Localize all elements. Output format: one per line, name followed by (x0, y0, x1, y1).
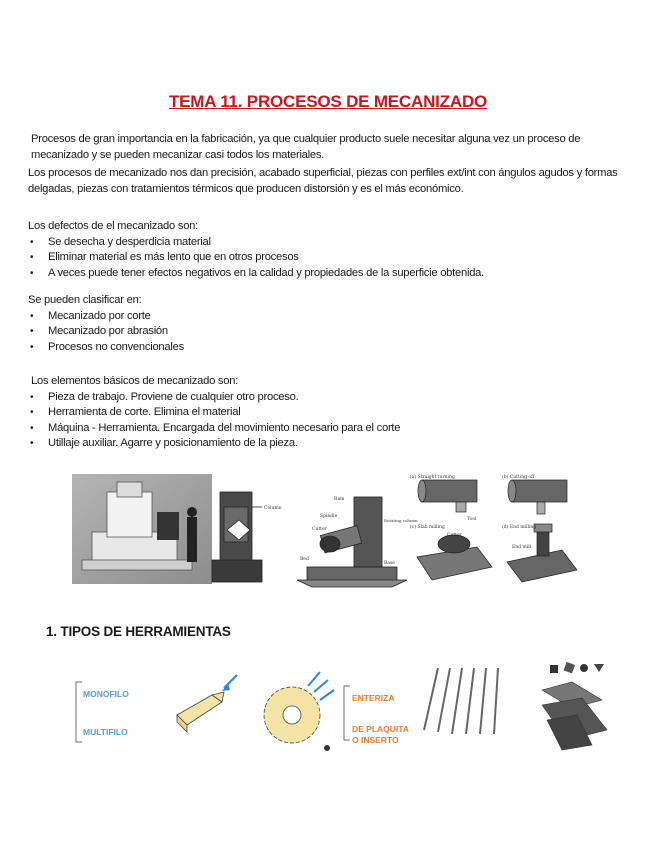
horizontal-mill-sketch (297, 497, 407, 587)
section-heading-tool-types: 1. TIPOS DE HERRAMIENTAS (46, 624, 231, 639)
elements-heading: Los elementos básicos de mecanizado son: (31, 375, 239, 387)
knee-mill-sketch (212, 492, 262, 582)
operation-straight-turning (418, 480, 477, 512)
label-tool: Tool (467, 517, 477, 522)
list-item: • Procesos no convencionales (28, 340, 628, 356)
intro-text-2: Los procesos de mecanizado nos dan precisión, acabado superficial, piezas con perfiles ext/int con ángulos agudos y formas delgadas, piezas con tratamientos térmicos que producen distorsión y es el más económico. (28, 167, 618, 195)
operation-slab-milling (417, 535, 492, 580)
label-slab-milling: (c) Slab milling (410, 525, 445, 530)
label-o-inserto: O INSERTO (352, 735, 399, 745)
tool-types-figure (72, 660, 612, 760)
label-column: Column (264, 506, 282, 511)
intro-paragraph-2 (28, 166, 628, 197)
milling-cutter-icon (264, 672, 334, 751)
operation-cutting-off (508, 480, 567, 514)
label-straight-turning: (a) Straight turning (410, 475, 455, 480)
label-base: Base (384, 561, 395, 566)
label-de-plaquita: DE PLAQUITA (352, 724, 409, 734)
operation-end-milling (507, 524, 577, 582)
label-multifilo: MULTIFILO (83, 727, 128, 737)
classify-block (28, 293, 628, 355)
label-cutter: Cutter (312, 527, 327, 532)
page-title: TEMA 11. PROCESOS DE MECANIZADO (168, 92, 488, 111)
list-item: • Se desecha y desperdicia material (28, 235, 628, 251)
intro-text-1: Procesos de gran importancia en la fabricación, ya que cualquier producto suele necesitar alguna vez un proceso de mecanizado y se pueden mecanizar casi todos los materiales. (31, 133, 581, 161)
elements-list (28, 390, 631, 452)
machining-figure (72, 472, 582, 588)
label-monofilo: MONOFILO (83, 689, 129, 699)
milling-machine-photo (72, 474, 212, 584)
label-enteriza: ENTERIZA (352, 693, 395, 703)
label-ram: Ram (334, 497, 345, 502)
bracket-right (344, 686, 350, 740)
list-item: • Mecanizado por corte (28, 309, 628, 325)
list-item: • Eliminar material es más lento que en otros procesos (28, 250, 628, 266)
list-item: • Mecanizado por abrasión (28, 324, 628, 340)
defects-list (28, 235, 628, 282)
solid-tools-icon (424, 668, 498, 734)
label-end-mill: End mill (512, 545, 532, 550)
list-item: • Pieza de trabajo. Proviene de cualquier otro proceso. (28, 390, 631, 406)
single-point-tool-icon (177, 675, 237, 732)
defects-heading: Los defectos de el mecanizado son: (28, 220, 198, 232)
label-cutter-2: Cutter (447, 533, 462, 538)
list-item: • Máquina - Herramienta. Encargada del movimiento necesario para el corte (28, 421, 631, 437)
insert-tools-icon (542, 662, 607, 750)
classify-list (28, 309, 628, 356)
list-item: • Utillaje auxiliar. Agarre y posicionamiento de la pieza. (28, 436, 631, 452)
label-cutting-off: (b) Cutting off (502, 475, 535, 480)
bracket-left (76, 682, 82, 742)
elements-block (31, 374, 631, 452)
label-bed: Bed (300, 557, 309, 562)
list-item: • A veces puede tener efectos negativos en la calidad y propiedades de la superficie obtenida. (28, 266, 628, 282)
label-spindle: Spindle (320, 514, 338, 519)
label-rotating-column: Rotating column (384, 518, 418, 523)
intro-paragraph-1 (31, 132, 626, 163)
defects-block (28, 219, 628, 281)
classify-heading: Se pueden clasificar en: (28, 294, 142, 306)
list-item: • Herramienta de corte. Elimina el material (28, 405, 631, 421)
label-end-milling: (d) End milling (502, 525, 537, 530)
